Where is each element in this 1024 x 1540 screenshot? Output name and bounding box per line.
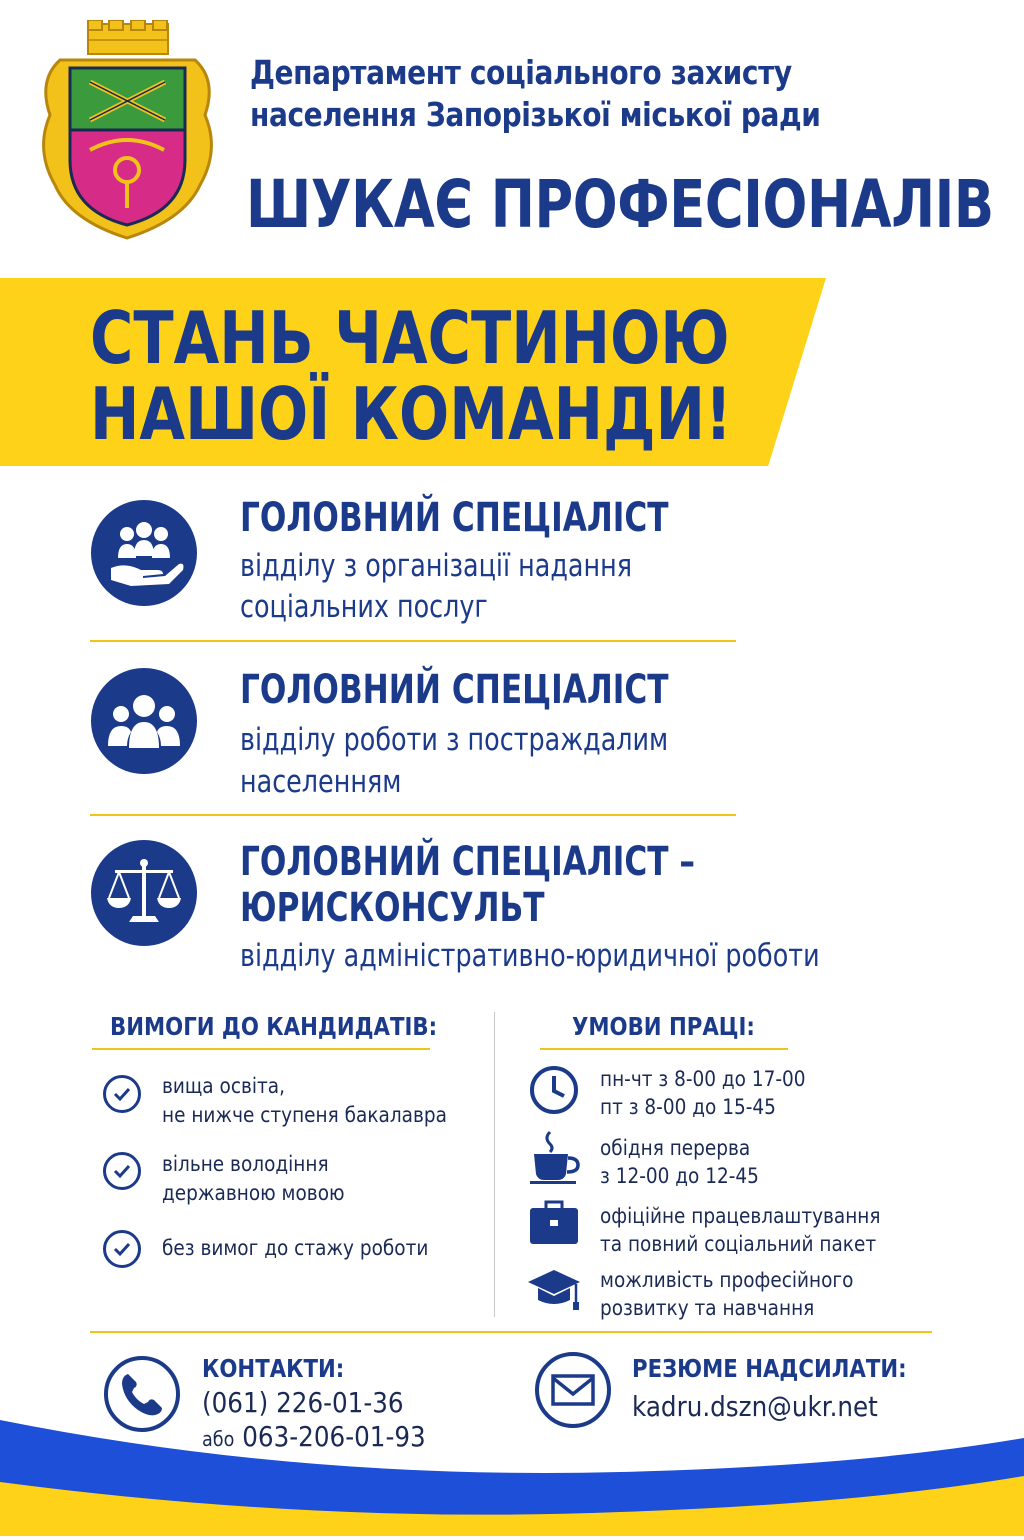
condition-4-line-1: можливість професійного — [600, 1268, 854, 1292]
position-3-subtitle: відділу адміністративно-юридичної роботи — [240, 938, 820, 974]
phone-number-1[interactable]: (061) 226-01-36 — [202, 1386, 404, 1419]
clock-icon — [528, 1064, 580, 1116]
resume-email[interactable]: kadru.dszn@ukr.net — [632, 1390, 878, 1423]
condition-4-line-2: розвитку та навчання — [600, 1296, 815, 1320]
resume-label: РЕЗЮМЕ НАДСИЛАТИ: — [632, 1354, 907, 1383]
phone-number-2[interactable]: 063-206-01-93 — [242, 1420, 426, 1453]
check-icon — [103, 1230, 141, 1268]
conditions-title: УМОВИ ПРАЦІ: — [572, 1012, 755, 1041]
condition-3-line-1: офіційне працевлаштування — [600, 1204, 881, 1228]
condition-1-line-1: пн-чт з 8-00 до 17-00 — [600, 1067, 806, 1091]
requirement-1-line-1: вища освіта, — [162, 1074, 285, 1098]
divider — [540, 1048, 788, 1050]
position-1-subtitle-2: соціальних послуг — [240, 589, 488, 625]
condition-2-line-2: з 12-00 до 12-45 — [600, 1164, 759, 1188]
graduation-cap-icon — [526, 1266, 582, 1312]
scales-icon — [91, 840, 197, 946]
banner-line-1: СТАНЬ ЧАСТИНОЮ — [90, 296, 730, 380]
city-coat-of-arms-logo — [30, 20, 225, 242]
department-name — [250, 52, 879, 136]
check-icon — [103, 1075, 141, 1113]
position-3-title-1: ГОЛОВНИЙ СПЕЦІАЛІСТ – — [240, 839, 696, 885]
divider — [90, 814, 736, 816]
requirements-title: ВИМОГИ ДО КАНДИДАТІВ: — [110, 1012, 438, 1041]
coffee-cup-icon — [528, 1128, 582, 1184]
people-group-icon — [91, 668, 197, 774]
department-line-1: Департамент соціального захисту — [250, 53, 792, 92]
envelope-icon — [535, 1352, 611, 1428]
condition-2-line-1: обідня перерва — [600, 1136, 751, 1160]
divider — [90, 1331, 932, 1333]
position-1-subtitle-1: відділу з організації надання — [240, 548, 633, 584]
position-2-subtitle-2: населенням — [240, 764, 402, 800]
banner-line-2: НАШОЇ КОМАНДИ! — [90, 372, 732, 456]
people-hand-icon — [91, 500, 197, 606]
department-line-2: населення Запорізької міської ради — [250, 95, 821, 134]
check-icon — [103, 1152, 141, 1190]
column-separator — [494, 1012, 495, 1317]
requirement-3-line-1: без вимог до стажу роботи — [162, 1236, 429, 1260]
phone-or-label: або — [202, 1427, 235, 1451]
requirement-2-line-1: вільне володіння — [162, 1152, 329, 1176]
contacts-label: КОНТАКТИ: — [202, 1354, 345, 1383]
condition-3-line-2: та повний соціальний пакет — [600, 1232, 877, 1256]
position-1-title: ГОЛОВНИЙ СПЕЦІАЛІСТ — [240, 495, 669, 541]
position-2-subtitle-1: відділу роботи з постраждалим — [240, 722, 669, 758]
position-3-title-2: ЮРИСКОНСУЛЬТ — [240, 885, 545, 931]
requirement-1-line-2: не нижче ступеня бакалавра — [162, 1103, 447, 1127]
divider — [92, 1048, 430, 1050]
condition-1-line-2: пт з 8-00 до 15-45 — [600, 1095, 776, 1119]
divider — [90, 640, 736, 642]
bottom-flag-waves — [0, 1420, 1024, 1536]
headline: ШУКАЄ ПРОФЕСІОНАЛІВ — [246, 166, 994, 243]
briefcase-icon — [528, 1198, 580, 1246]
position-2-title: ГОЛОВНИЙ СПЕЦІАЛІСТ — [240, 667, 669, 713]
requirement-2-line-2: державною мовою — [162, 1181, 345, 1205]
